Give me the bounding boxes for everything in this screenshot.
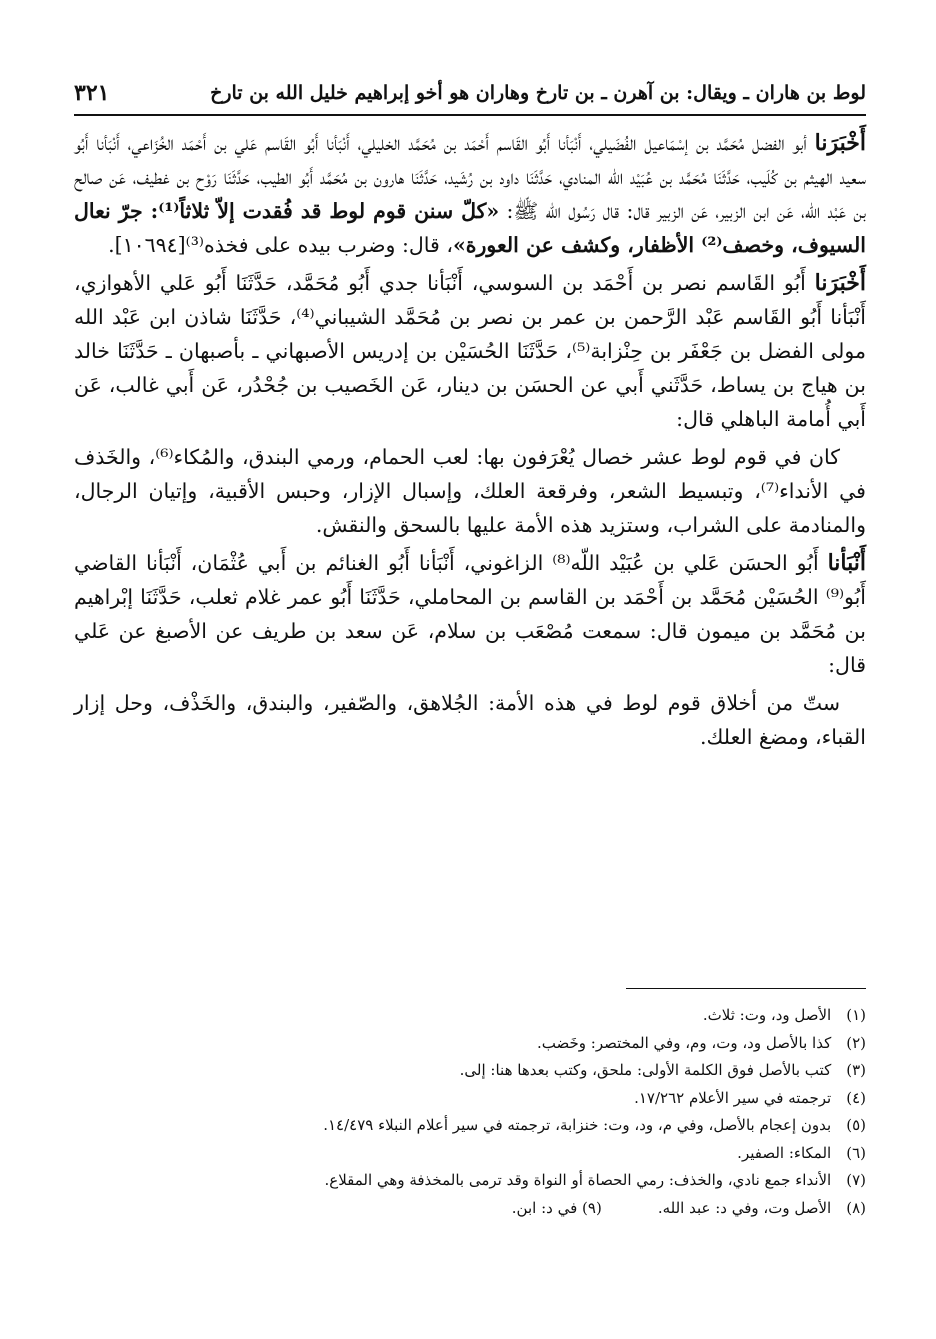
paragraph-4	[74, 546, 866, 682]
paragraph-tail: ، قال: وضرب بيده على فخذه⁽³⁾[١٠٦٩٤].	[108, 233, 453, 257]
footnote-number: (٤)	[846, 1088, 866, 1107]
footnote-item	[74, 1112, 866, 1140]
footnote-item	[74, 1195, 866, 1223]
paragraph-2	[74, 266, 866, 436]
matn-text: كان في قوم لوط عشر خصال يُعْرَفون بها: لعب الحمام، ورمي البندق، والمُكاء⁽⁶⁾، والخَذف في الأنداء⁽⁷⁾، وتبسيط الشعر، وفرقعة العلك، وإسبال الإزار، وحبس الأقبية، وإتيان الرجال، والمنادمة على الشراب، وستزيد هذه الأمة عليها بالسحق والنقش.	[74, 445, 866, 537]
footnote-item	[74, 1167, 866, 1195]
lead-word: أَخْبَرَنا	[814, 130, 866, 156]
footnote-item	[74, 1057, 866, 1085]
footnote-item	[74, 1140, 866, 1168]
isnad-text: أَبُو الحسَن عَلي بن عُبَيْد اللّه⁽⁸⁾ الزاغوني، أَنْبَأنا أَبُو الغنائم بن أَبي عُثْمَان، أَنْبَأنا القاضي أَبُو⁽⁹⁾ الحُسَيْن مُحَمَّد بن أَحْمَد بن القاسم بن المحاملي، حَدَّثَنَا أَبُو عمر غلام ثعلب، حَدَّثَنَا إبْراهيم بن مُحَمَّد بن ميمون قال: سمعت مُصْعَب بن سلام، عَن سعد بن طريف عن الأصبغ عن عَلي قال:	[74, 551, 866, 677]
footnote-number: (٣)	[846, 1061, 866, 1079]
footnote-number: (٥)	[846, 1116, 866, 1134]
footnote-number: (٨)	[846, 1198, 866, 1217]
running-title: لوط بن هاران ـ ويقال: بن آهرن ـ بن تارخ وهاران هو أخو إبراهيم خليل الله بن تارخ	[210, 82, 866, 104]
footnote-text: الأصل ود، وت: ثلاث.	[702, 1006, 832, 1024]
isnad-text: أَبُو القَاسم نصر بن أَحْمَد بن السوسي، أَنْبَأنا جدي أَبُو مُحَمَّد، حَدَّثَنَا أَبُو عَلي الأهوازي، أَنْبَأنا أَبُو القَاسم عَبْد الرَّحمن بن عمر بن نصر بن مُحَمَّد الشيباني⁽⁴⁾، حَدَّثَنَا شاذن ابن عَبْد الله مولى الفضل بن جَعْفَر بن حِنْزابة⁽⁵⁾، حَدَّثَنَا الحُسَيْن بن إدريس الأصبهاني ـ بأصبهان ـ حَدَّثَنَا خالد بن هياج بن يساط، حَدَّثَني أَبي عن الحسَن بن دينار، عَن الخَصيب بن جُحْدُر، عَن أَبي غالب، عَن أَبي أُمامة الباهلي قال:	[74, 271, 866, 431]
paragraph-1	[74, 126, 866, 262]
footnote-text: المكاء: الصفير.	[737, 1143, 832, 1162]
page-header	[74, 66, 866, 116]
paragraph-5	[74, 686, 866, 754]
footnote-rule	[626, 988, 866, 989]
footnote-item	[74, 1085, 866, 1113]
lead-word: أَخْبَرَنا	[814, 270, 866, 296]
footnote-text: كذا بالأصل ود، وت، وم، وفي المختصر: وخَضب.	[537, 1033, 832, 1052]
header-rule	[74, 114, 866, 116]
footnote-text: كتب بالأصل فوق الكلمة الأولى: ملحق، وكتب بعدها هنا: إلى.	[459, 1061, 832, 1079]
lead-word: أَنْبَأنا	[827, 550, 866, 576]
footnotes	[74, 1002, 866, 1222]
matn-text: ستّ من أخلاق قوم لوط في هذه الأمة: الجُلاهق، والصّفير، والبندق، والخَذْف، وحل إزار القباء، ومضغ العلك.	[74, 691, 866, 749]
footnote-text: ترجمته في سير الأعلام ١٧/٢٦٢.	[634, 1088, 832, 1107]
hadith-text: «كلّ سنن قوم لوط قد فُقدت إلاّ ثلاثاً⁽¹⁾: جرّ نعال السيوف، وخصف⁽²⁾ الأظفار، وكشف عن العورة»	[74, 199, 866, 257]
footnote-number: (٩)	[582, 1198, 602, 1217]
isnad-text: أبو الفضل مُحَمَّد بن إسْمَاعيل الفُضَيلي، أَنْبَأنا أَبُو القَاسم أَحْمَد بن مُحَمَّد الخليلي، أَنْبَأنا أَبُو القَاسم عَلي بن أَحْمَد الخُزَاعي، أَنْبَأنا أَبُو سعيد الهيثم بن كُلَيب، حَدَّثَنَا مُحَمَّد بن عُبَيْد الله المنادي، حَدَّثَنَا داود بن رُشَيد، حَدَّثَنَا هارون بن مُحَمَّد أَبُو الطيب، حَدَّثَنَا رَوْح بن غطيف، عَن صالح بن عَبْد اللّه، عَن ابن الزبير، عَن الزبير قال: قال رَسُول الله ﷺ:	[74, 131, 866, 223]
footnote-text: الأصل وت، وفي د: عبد الله.	[657, 1198, 832, 1217]
main-text	[74, 126, 866, 758]
footnote-number: (٢)	[846, 1033, 866, 1052]
footnote-item	[74, 1002, 866, 1030]
footnote-number: (١)	[846, 1006, 866, 1024]
page-number: ٣٢١	[74, 80, 110, 106]
footnote-number: (٦)	[846, 1143, 866, 1162]
paragraph-3	[74, 440, 866, 542]
footnote-text: الأنداء جمع نادي، والخذف: رمي الحصاة أو النواة وقد ترمى بالمخذفة وهي المقلاع.	[324, 1171, 832, 1189]
footnote-number: (٧)	[846, 1171, 866, 1189]
footnote-text: في د: ابن.	[511, 1198, 578, 1217]
footnote-item	[74, 1030, 866, 1058]
footnote-text: بدون إعجام بالأصل، وفي م، ود، وت: خنزابة، ترجمته في سير أعلام النبلاء ١٤/٤٧٩.	[323, 1116, 832, 1134]
